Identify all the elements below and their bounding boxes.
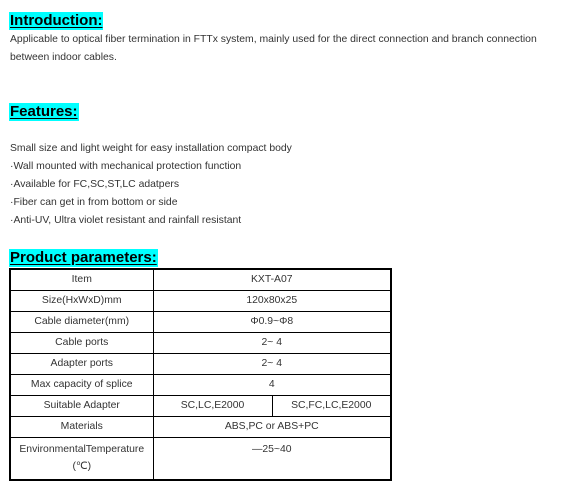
table-row bbox=[10, 417, 391, 438]
table-row bbox=[10, 438, 391, 481]
features-list bbox=[10, 140, 292, 230]
table-row bbox=[10, 312, 391, 333]
introduction-line: between indoor cables. bbox=[10, 52, 117, 63]
feature-item: ·Fiber can get in from bottom or side bbox=[10, 197, 178, 208]
param-value: KXT-A07 bbox=[153, 269, 391, 291]
features-heading: Features: bbox=[10, 103, 78, 120]
table-row bbox=[10, 354, 391, 375]
param-label: Suitable Adapter bbox=[10, 396, 153, 417]
param-label: Max capacity of splice bbox=[10, 375, 153, 396]
param-value: SC,FC,LC,E2000 bbox=[272, 396, 391, 417]
param-value: ABS,PC or ABS+PC bbox=[153, 417, 391, 438]
table-row bbox=[10, 291, 391, 312]
param-value: —25~40 bbox=[153, 438, 391, 481]
introduction-text bbox=[10, 31, 537, 67]
table-row bbox=[10, 333, 391, 354]
param-value: 2~ 4 bbox=[153, 333, 391, 354]
param-value: SC,LC,E2000 bbox=[153, 396, 272, 417]
param-label-line: EnvironmentalTemperature bbox=[19, 444, 145, 455]
feature-item: ·Wall mounted with mechanical protection function bbox=[10, 161, 242, 172]
param-label bbox=[10, 438, 153, 481]
table-row bbox=[10, 396, 391, 417]
feature-item: ·Anti-UV, Ultra violet resistant and rainfall resistant bbox=[10, 215, 242, 226]
param-value: 120x80x25 bbox=[153, 291, 391, 312]
feature-item: Small size and light weight for easy installation compact body bbox=[10, 143, 292, 154]
table-row bbox=[10, 375, 391, 396]
param-value: 4 bbox=[153, 375, 391, 396]
param-label: Adapter ports bbox=[10, 354, 153, 375]
table-row bbox=[10, 269, 391, 291]
parameters-table bbox=[9, 268, 392, 481]
param-label: Item bbox=[10, 269, 153, 291]
param-label: Size(HxWxD)mm bbox=[10, 291, 153, 312]
parameters-heading: Product parameters: bbox=[10, 249, 157, 266]
param-label-unit: (℃) bbox=[72, 461, 92, 472]
introduction-heading: Introduction: bbox=[10, 12, 103, 29]
param-value: Φ0.9~Φ8 bbox=[153, 312, 391, 333]
param-value: 2~ 4 bbox=[153, 354, 391, 375]
param-label: Materials bbox=[10, 417, 153, 438]
param-label: Cable ports bbox=[10, 333, 153, 354]
param-label: Cable diameter(mm) bbox=[10, 312, 153, 333]
feature-item: ·Available for FC,SC,ST,LC adatpers bbox=[10, 179, 180, 190]
introduction-line: Applicable to optical fiber termination in FTTx system, mainly used for the direct connection and branch connection bbox=[10, 34, 537, 45]
